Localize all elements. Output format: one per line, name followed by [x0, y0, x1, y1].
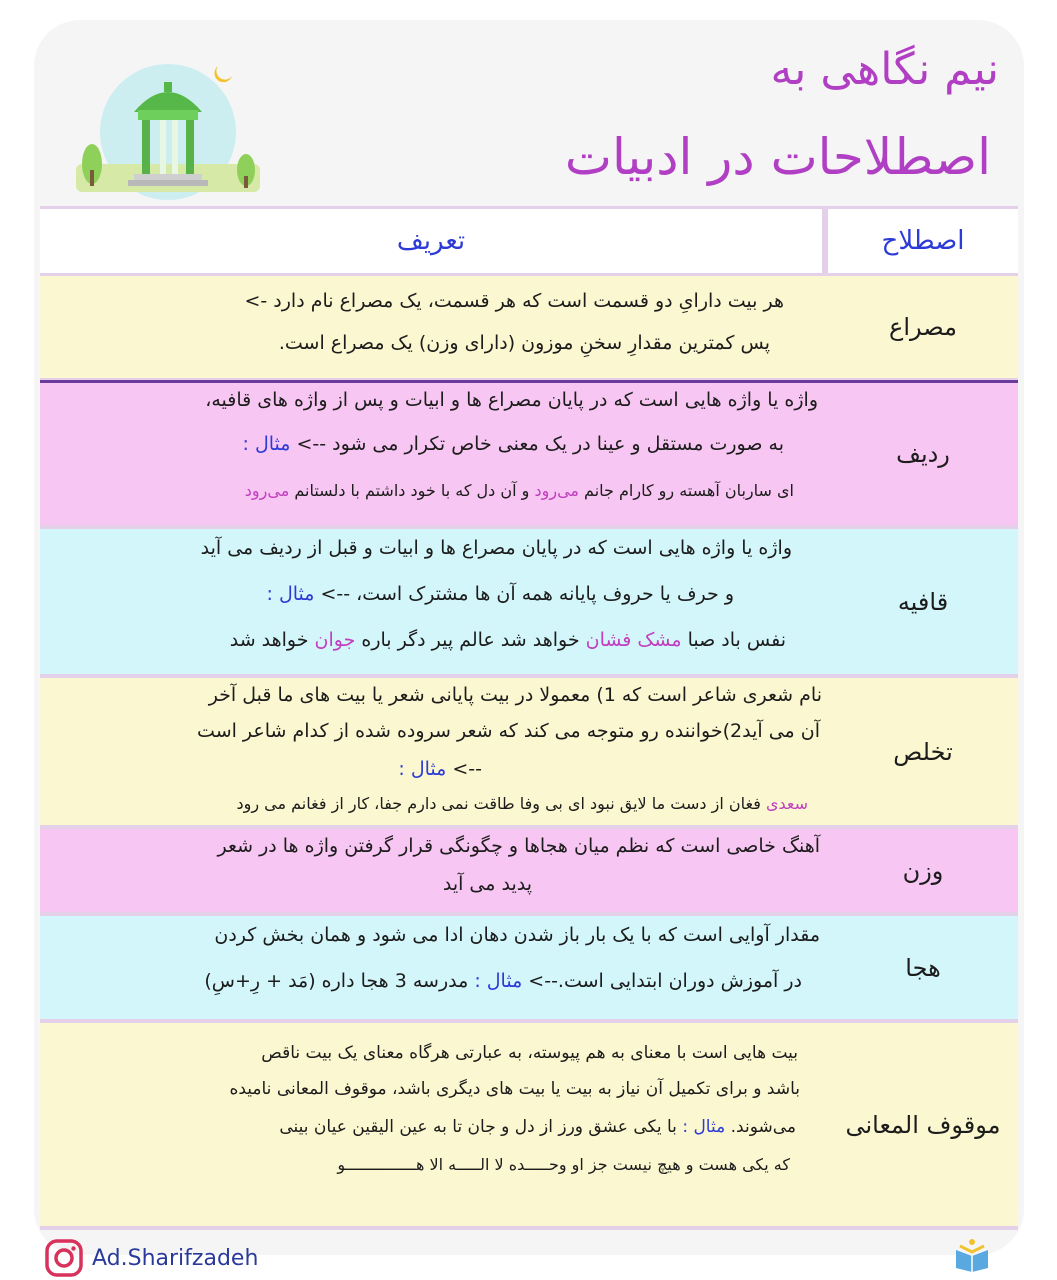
definition-cell: آهنگ خاصی است که نظم میان هجاها و چگونگی قرار گرفتن واژه ها در شعر پدید می آید — [40, 829, 822, 912]
term-cell: قافیه — [828, 529, 1018, 674]
instagram-handle[interactable]: Ad.Sharifzadeh — [92, 1245, 259, 1271]
table-row — [40, 829, 1018, 912]
table-row — [40, 678, 1018, 825]
title-line-1: نیم نگاهی به — [770, 44, 999, 95]
definition-cell: هر بیت دارایِ دو قسمت است که هر قسمت، یک مصراع نام دارد -> پس کمترین مقدارِ سخنِ موزون (دارای وزن) یک مصراع است. — [40, 276, 822, 378]
table-row — [40, 916, 1018, 1019]
terms-table — [40, 206, 1018, 1230]
term-cell: موقوف المعانی — [828, 1023, 1018, 1226]
pavilion-illustration — [68, 52, 268, 202]
term-cell: مصراع — [828, 276, 1018, 378]
term-cell: وزن — [828, 829, 1018, 912]
table-row — [40, 383, 1018, 525]
term-cell: تخلص — [828, 678, 1018, 825]
definition-cell: واژه یا واژه هایی است که در پایان مصراع ها و ابیات و پس از واژه های قافیه، به صورت مستقل و عینا در یک معنی خاص تکرار می شود --> مثال : ای ساربان آهسته رو کارام جانم می‌رود و آن دل که با خود داشتم با دلستانم می‌رود — [40, 383, 822, 525]
definition-cell: نام شعری شاعر است که 1) معمولا در بیت پایانی شعر یا بیت های ما قبل آخر آن می آید2)خواننده رو متوجه می کند که شعر سروده شده از کدام شاعر است --> مثال : سعدی فغان از دست ما لایق نبود ای بی وفا طاقت نمی دارم جفا، کار از فغانم می رود — [40, 678, 822, 825]
term-cell: هجا — [828, 916, 1018, 1019]
footer — [44, 1238, 258, 1278]
table-row — [40, 276, 1018, 378]
definition-cell: واژه یا واژه هایی است که در پایان مصراع ها و ابیات و قبل از ردیف می آید و حرف یا حروف پایانه همه آن ها مشترک است، --> مثال : نفس باد صبا مشک فشان خواهد شد عالم پیر دگر باره جوان خواهد شد — [40, 529, 822, 674]
header-term: اصطلاح — [828, 209, 1018, 273]
definition-cell: بیت هایی است با معنای به هم پیوسته، به عبارتی هرگاه معنای یک بیت ناقص باشد و برای تکمیل آن نیاز به بیت یا بیت های دیگری باشد، موقوف المعانی نامیده می‌شوند. مثال : با یکی عشق ورز از دل و جان تا به عین الیقین عیان بینی که یکی هست و هیچ نیست جز او وحـــــده لا الـــــه الا هـــــــــــــــو — [40, 1023, 822, 1226]
table-row — [40, 529, 1018, 674]
instagram-icon[interactable] — [44, 1238, 84, 1278]
term-cell: ردیف — [828, 383, 1018, 525]
header-definition: تعریف — [40, 209, 822, 273]
book-logo-icon — [952, 1236, 992, 1274]
table-row — [40, 1023, 1018, 1226]
table-header-row — [40, 209, 1018, 273]
definition-cell: مقدار آوایی است که با یک بار باز شدن دهان ادا می شود و همان بخش کردن در آموزش دوران ابتدایی است.--> مثال : مدرسه 3 هجا داره (مَد + رِ+سِ) — [40, 916, 822, 1019]
title-line-2: اصطلاحات در ادبیات — [564, 128, 991, 186]
